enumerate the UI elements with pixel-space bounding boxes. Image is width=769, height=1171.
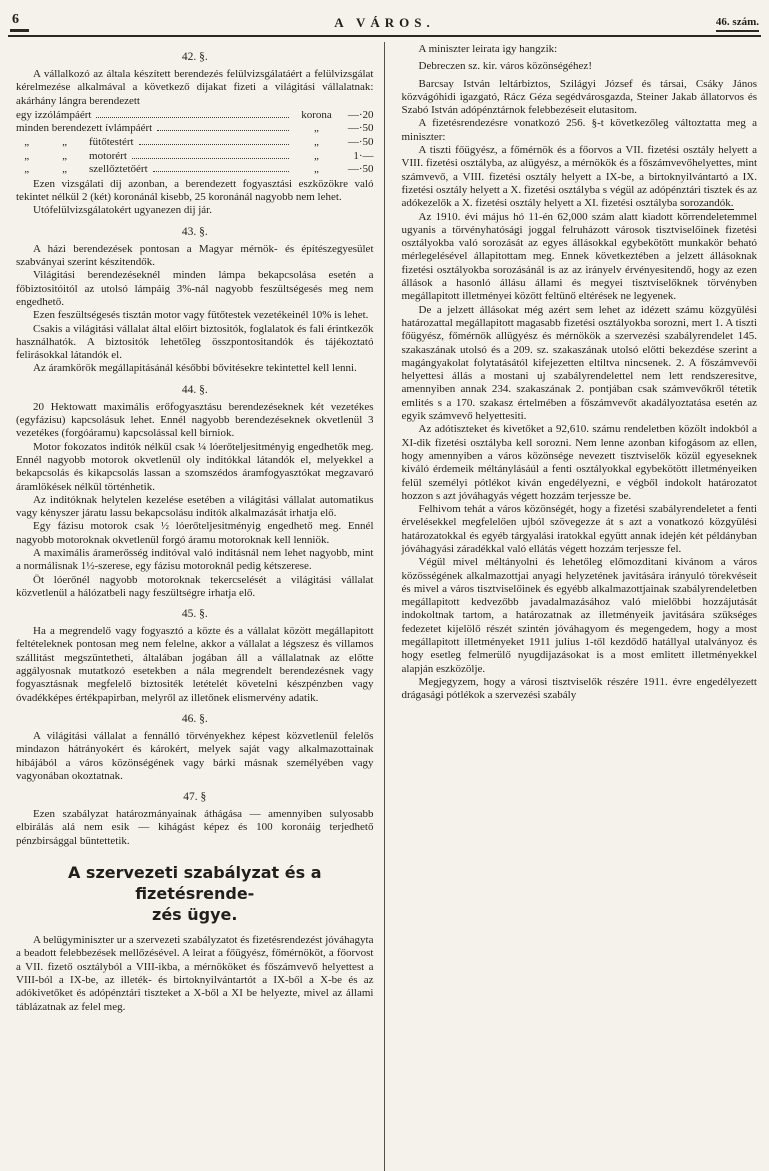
paragraph: Ezen feszültségesés tisztán motor vagy fütőtestek vezetékeinél 10% is lehet. <box>33 309 369 322</box>
tariff-unit: korona <box>301 108 332 121</box>
tariff-item-label: egy izzólámpáért <box>16 108 92 121</box>
tariff-item-label: „ „ fütőtestért <box>16 136 134 149</box>
paragraph: Ezen vizsgálati dij azonban, a berendezett fogyasztási eszközökre való tekintet nélkül 2 (két) koronánál kisebb, 25 koronánál nagyobb nem lehet. <box>16 177 374 204</box>
underlined-word: sorozandók. <box>680 197 734 210</box>
paragraph: A fizetésrendezésre vonatkozó 256. §-t következőleg változtatta meg a miniszter: <box>401 117 757 143</box>
paragraph: Világitási berendezéseknél minden lámpa bekapcsolása esetén a főbiztositóitól az utolsó lámpáig 3%-nál nagyobb feszültségesés meg nem engedhető. <box>16 269 374 308</box>
paragraph: Az áramkörök megállapitásánál későbbi bővitésekre tekintettel kell lenni. <box>33 362 357 375</box>
tariff-item-label: minden berendezett ívlámpáért <box>16 122 153 135</box>
header-left <box>10 10 130 32</box>
dotted-leader <box>96 117 288 118</box>
paragraph: Az inditóknak helytelen kezelése esetében a világitási vállalat automatikus vagy kényszer járatu lassu bekapcsolásu inditók alkalmazását irhatja elő. <box>16 493 374 520</box>
section-46-heading: 46. §. <box>181 712 208 725</box>
paragraph-text: A tiszti főügyész, a főmérnök és a főorvos a VII. fizetési osztály helyett a VIII. fizetési osztályba, az alügyész, a mérnökök és a főszámvevőhelyettes, mint számvevő, a VIII. fizetési osztály helyett a IX-be, a birtoknyilvántartó a IX. fizetési osztály helyett a X. fizetési osztályba s végül az adópénztári tisztek és az adókezelők a X. fizetési osztály helyett a XI. fizetési osztályba <box>401 144 757 210</box>
paragraph: A világitási vállalat a fennálló törvényekhez képest közvetlenül felelős mindazon hátrányokért és károkért, melyek saját vagy alkalmazottainak hibájából a város közönségének vagy bárki másnak személyében vagy vagyonában okoztatnak. <box>16 729 374 782</box>
tariff-amount: —·50 <box>347 136 374 149</box>
masthead-title: A VÁROS. <box>334 15 435 30</box>
section-42-heading: 42. §. <box>181 51 208 63</box>
dotted-leader <box>132 158 289 159</box>
paragraph: Csakis a világitási vállalat által előirt biztositók, foglalatok és fali érintkezők használhatók. A biztositók lehetőleg összpontositandók és tájékoztató felirásokkal látandók el. <box>16 322 374 362</box>
paragraph: Barcsay István leltárbiztos, Szilágyi József és társai, Csáky János közvágóhidi igazgató, Rácz Géza segédvárosgazda, Steiner Jakab állatorvos és Szabó István adópénztárnok felebbezéseit elutasitom. <box>401 77 757 117</box>
paragraph: Az adótiszteket és kivetőket a 92,610. számu rendeletben közölt indokból a XI-dik fizetési osztályba kell sorozni. Nem lenne azonban kifogásom az ellen, hogy amennyiben a város közönsége nevezett tisztviselők közül egyeseknek kiváló érdemeik méltánylásáúl a fenti osztályokkal egybekötött illetményeiken felül személyi pótlékot kiván engedélyezni, e végből indokolt határozatot hozzon s azt jóváhagyás végett hozzám terjessze be. <box>401 423 757 502</box>
tariff-row <box>16 109 374 123</box>
header-center <box>130 14 639 32</box>
column-divider <box>384 42 385 1171</box>
tariff-row <box>16 136 374 150</box>
paragraph: A belügyminiszter ur a szervezeti szabályzatot és fizetésrendezést jóváhagyta a beadott felebbezések mellőzésével. A leirat a főügyész, főmérnököt, a főorvost a VII. fizető osztályból a VIII-ikba, a mérnököket és főszámvevő helyettest a VIII-ból a IX-be, az illeték- és birtoknyilvántartót a IX-ből a X-be és az adókivetőket és adópénztári tiszteket a X-ből a XI be helyezte, mivel az állami táblázatnak az felel meg. <box>16 934 374 1013</box>
page-number: 6 <box>10 12 29 32</box>
tariff-unit: „ <box>314 122 319 135</box>
paragraph: A vállalkozó az általa készített berendezés felülvizsgálatáért a felülvizsgálat kérelmezése alkalmával a következő dijakat fizeti a világitási vállalatnak: akárhány lángra berendezett <box>16 68 374 107</box>
tariff-row <box>16 122 374 136</box>
dotted-leader <box>153 171 289 172</box>
article-title-line2: zés ügye. <box>152 905 238 925</box>
paragraph: De a jelzett állásokat még azért sem lehet az idézett számu közgyülési határozattal megállapitott magasabb fizetési osztályokba sorozni, mert 1. A tiszti főügyész, főmérnök allügyész és mérnökök a szervezési szabályrendelet 145. szakaszának utolsó és a 209. sz. szakaszának utolsó előtti bekezdése szerint a magángyakolat folytatásától kifejezetten eltiltva nincsenek. 2. A főszámvevői helyettesi állás a mostani uj szabályrendelettel nem lett rendszeresitve, amennyiben annak 234. szakaszának 2. pontjában csak számvevőkről tétetik emlités s a 170. szakasz értelmében a főszámvevőt akadályoztatása esetén az egyik számvevő helyettesiti. <box>401 303 757 423</box>
paragraph: A házi berendezések pontosan a Magyar mérnök- és építészegyesület szabványai szerint készitendők. <box>16 242 374 269</box>
paragraph: Öt lóerőnél nagyobb motoroknak tekercselését a világitási vállalat közvetlenül a hálózatbeli nagy feszültségre irhatja elő. <box>16 573 374 599</box>
paragraph: A miniszter leirata igy hangzik: <box>418 43 558 55</box>
tariff-row <box>16 150 374 164</box>
article-title <box>16 862 374 925</box>
tariff-amount: —·50 <box>347 122 374 135</box>
paragraph: Megjegyzem, hogy a városi tisztviselők részére 1911. évre engedélyezett drágasági pótlékok a szervezési szabály <box>401 675 757 702</box>
paragraph: A maximális áramerősség inditóval való inditásnál nem lehet nagyobb, mint a normálisnak 1½-szerese, egy fázisu motoroknál pedig kétszerese. <box>16 546 374 573</box>
paragraph: Végül mivel méltányolni és lehetőleg előmozditani kivánom a város közösségének alkalmazottjai anyagi helyzetének javitására irányuló törekvéseit és mivel a város tisztviselőinek és egyébb alkalmazottjainak szabályrendeletben megállapitott kedvezőbb javadalmazásához való mielőbbi hozzájutását indokoltnak tartom, a határozatnak az illetményeik javitására szükséges fedezetet kijelölő részét szintén jóváhagyom és megengedem, hogy a most megállapitott illetményeket 1911 julius 1-től kezdődő hatállyal utalványoz és hogy esetleg felmerülő nyugdijazásokat is a most emlitett illetményekkel alapján eszközölje. <box>401 556 757 675</box>
paragraph: Ha a megrendelő vagy fogyasztó a közte és a vállalat között megállapitott feltételeknek pontosan meg nem felelne, akkor a vállalat a légszesz és villamos szállitást megszüntetheti, általában jogában áll a vállalatnak az előtte aggályosnak mutatkozó esetekben a nála megrendelt berendezésnek vagy fogyasztásnak megfelelő biztositék letételét követelni készpénzben vagy óvadékképes értékpapirban, melyről az illetőnek elismervény adatik. <box>16 625 374 704</box>
section-43-heading: 43. §. <box>181 225 208 238</box>
page-header <box>0 0 769 35</box>
tariff-table <box>16 109 374 177</box>
section-45-heading: 45. §. <box>181 608 208 621</box>
left-column <box>16 43 387 1155</box>
tariff-item-label: „ „ szellőztetőért <box>16 163 148 176</box>
paragraph: Egy fázisu motorok csak ½ lóerőteljesitményig engedhető meg. Ennél nagyobb motoroknak okvetlenül forgó áramu motoroknak kell lenniök. <box>16 520 374 546</box>
right-column <box>387 43 758 1155</box>
tariff-row <box>16 163 374 177</box>
paragraph <box>402 144 758 210</box>
section-47-heading: 47. § <box>183 791 207 804</box>
issue-number: 46. szám. <box>716 16 759 32</box>
paragraph: Debreczen sz. kir. város közönségéhez! <box>418 60 592 73</box>
dotted-leader <box>157 130 288 131</box>
paragraph: Az 1910. évi május hó 11-én 62,000 szám alatt kiadott körrendeletemmel ugyanis a törvényhatósági joggal felruházott városok tisztviselőinek fizetési osztályokba való sorozását az egyes állásokkal egybekötött munkakör beható mérlegelésével állapitottam meg. Ennek következtében a jelzett állásoknak fizetési osztályokba sorozásánál is az az irányelv érvényesitendő, hogy az ezen állások a hasonló állásu állami és megyei tisztviselőknek törvényben megállapitott illetményei között feltünő eltérések ne legyenek. <box>401 210 757 303</box>
article-title-line1: A szervezeti szabályzat és a fizetésrende- <box>67 863 322 904</box>
tariff-amount: 1·— <box>353 149 374 162</box>
tariff-unit: „ <box>314 149 319 162</box>
header-right <box>639 16 759 32</box>
paragraph: Ezen szabályzat határozmányainak áthágása — amennyiben sulyosabb elbirálás alá nem esik — kihágást képez és 100 koronáig terjedhető pénzbirsággal büntettetik. <box>16 808 374 847</box>
paragraph: Motor fokozatos inditók nélkül csak ¼ lóerőteljesitményig engedhetők meg. Ennél nagyobb motorok okvetlenül oly inditókkal látandók el, melyekkel a bekapcsolás és kikapcsolás lassan a szomszédos áramfogyasztókat megzavaró áramlökések nélkül történhetik. <box>16 440 374 493</box>
tariff-unit: „ <box>314 136 319 149</box>
paragraph: Utófelülvizsgálatokért ugyanezen dij jár. <box>33 204 212 217</box>
tariff-item-label: „ „ motorért <box>16 149 127 162</box>
paragraph: 20 Hektowatt maximális erőfogyasztásu berendezéseknek két vezetékes (egyfázisu) kapcsolásuk lehet. Ennél nagyobb berendezéseknek okvetlenül 3 vezetékes (forgóáramu) kapcsolással kell birniok. <box>16 400 374 440</box>
tariff-amount: —·50 <box>347 163 374 176</box>
paragraph: Felhivom tehát a város közönségét, hogy a fizetési szabályrendeletet a fenti érvelésekkel megfelelően ujból szövegezze át s azt a vonatkozó közgyülési határozatokkal és egyéb tárgyalási iratokkal együtt annak idején két példányban jóváhagyási záradékkal való ellátás végett hozzám terjessze fel. <box>401 503 757 555</box>
dotted-leader <box>139 144 289 145</box>
section-44-heading: 44. §. <box>181 383 208 396</box>
tariff-unit: „ <box>314 163 319 176</box>
tariff-amount: —·20 <box>347 108 374 121</box>
